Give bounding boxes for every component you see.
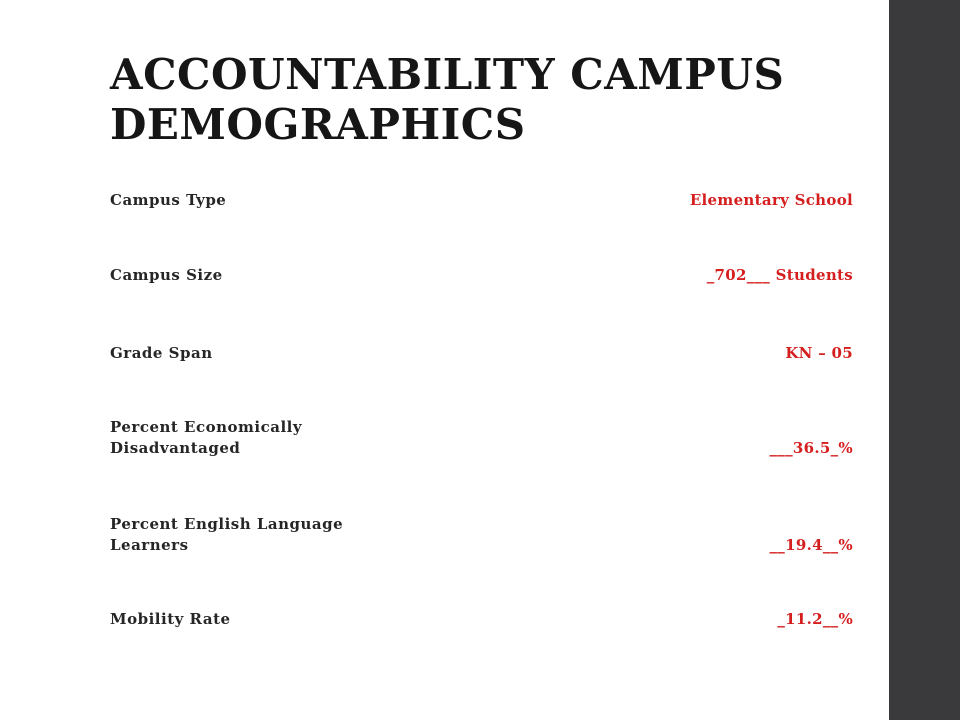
row-value: Elementary School: [689, 191, 853, 209]
row-value: KN – 05: [785, 344, 853, 362]
demographic-row-campus-type: [110, 190, 853, 211]
row-value: __19.4__%: [769, 536, 853, 554]
demographic-row-grade-span: [110, 343, 853, 364]
row-label: Campus Type: [110, 191, 227, 209]
row-value: _11.2__%: [777, 610, 853, 628]
row-value: ___36.5_%: [769, 439, 853, 457]
demographic-row-english-learners: [110, 514, 853, 556]
demographic-row-economically-disadvantaged: [110, 417, 853, 459]
demographics-list: [110, 0, 853, 720]
decorative-side-bar: [889, 0, 960, 720]
row-value: _702___ Students: [706, 266, 853, 284]
row-label: Grade Span: [110, 344, 213, 362]
row-label: Mobility Rate: [110, 610, 231, 628]
demographic-row-campus-size: [110, 265, 853, 286]
row-label: Campus Size: [110, 266, 223, 284]
row-label: Percent Economically Disadvantaged: [110, 418, 303, 457]
slide-title: ACCOUNTABILITY CAMPUS DEMOGRAPHICS: [110, 50, 785, 149]
row-label: Percent English Language Learners: [110, 515, 344, 554]
demographic-row-mobility-rate: [110, 609, 853, 630]
